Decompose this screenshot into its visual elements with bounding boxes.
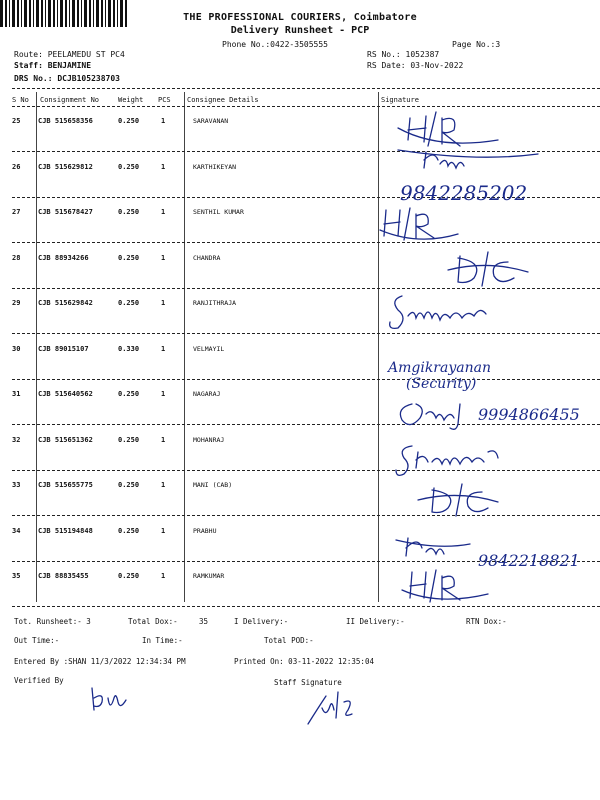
row-sno: 33 — [12, 481, 21, 489]
row-consignment-no: CJB 515629842 — [38, 299, 93, 307]
col-divider — [184, 92, 185, 602]
row-separator — [12, 151, 600, 152]
row-sno: 32 — [12, 435, 21, 444]
footer-rule — [12, 606, 600, 607]
row-consignment-no: CJB 515629812 — [38, 162, 93, 171]
row-weight: 0.250 — [118, 572, 140, 580]
signature-column-handwriting — [378, 0, 600, 700]
signature-phone: 9994866455 — [478, 405, 580, 424]
row-weight: 0.250 — [118, 208, 140, 216]
signature-name: Amgikrayanan — [388, 360, 491, 376]
row-consignee: SARAVANAN — [193, 117, 229, 125]
signature-mark — [390, 296, 486, 328]
row-consignee: RANJITHRAJA — [193, 299, 237, 307]
row-separator — [12, 470, 600, 471]
row-weight: 0.250 — [118, 435, 140, 444]
row-consignee: NAGARAJ — [193, 390, 221, 398]
total-dox-label: Total Dox:- — [128, 617, 178, 626]
rtn-dox-label: RTN Dox:- — [466, 617, 507, 626]
row-consignment-no: CJB 515655775 — [38, 481, 93, 489]
row-separator — [12, 288, 600, 289]
row-consignment-no: CJB 515658356 — [38, 117, 93, 125]
row-separator — [12, 515, 600, 516]
row-consignment-no: CJB 515640562 — [38, 390, 93, 398]
row-sno: 34 — [12, 526, 21, 535]
col-divider — [36, 92, 37, 602]
row-consignee: RAMKUMAR — [193, 572, 225, 580]
row-pcs: 1 — [161, 435, 166, 444]
signature-mark — [448, 252, 528, 286]
col-header-sno: S No — [12, 96, 29, 104]
col-header-consignment: Consignment No — [40, 96, 100, 104]
signature-text: H/R — [414, 138, 416, 139]
drs-number: DRS No.: DCJB105238703 — [14, 74, 120, 83]
row-consignee: SENTHIL KUMAR — [193, 208, 244, 216]
signature-mark — [396, 538, 580, 570]
signature-mark — [396, 446, 498, 475]
signature-mark — [418, 484, 498, 516]
row-consignee: PRABHU — [193, 526, 217, 535]
row-separator — [12, 424, 600, 425]
rs-date: RS Date: 03-Nov-2022 — [367, 61, 464, 70]
col-header-weight: Weight — [118, 96, 144, 104]
staff-label: Staff: BENJAMINE — [14, 61, 92, 70]
row-consignment-no: CJB 515678427 — [38, 208, 93, 216]
row-weight: 0.250 — [118, 526, 140, 535]
route-label: Route: PEELAMEDU ST PC4 — [14, 50, 125, 59]
staff-signature-mark — [304, 688, 364, 728]
verified-by-label: Verified By — [14, 676, 64, 685]
out-time-label: Out Time:- — [14, 636, 60, 645]
row-pcs: 1 — [161, 253, 166, 262]
row-weight: 0.250 — [118, 481, 140, 489]
row-weight: 0.250 — [118, 162, 140, 171]
signature-mark — [402, 570, 488, 602]
row-sno: 30 — [12, 344, 21, 353]
row-separator — [12, 242, 600, 243]
verifier-signature-mark — [86, 684, 136, 718]
col-divider — [378, 92, 379, 602]
col-header-signature: Signature — [381, 96, 419, 104]
ii-delivery-label: II Delivery:- — [346, 617, 405, 626]
row-sno: 31 — [12, 390, 21, 398]
printed-on: Printed On: 03-11-2022 12:35:04 — [234, 657, 374, 666]
row-sno: 27 — [12, 208, 21, 216]
staff-signature-label: Staff Signature — [274, 678, 342, 687]
row-weight: 0.250 — [118, 117, 140, 125]
col-header-pcs: PCS — [158, 96, 171, 104]
row-consignee: CHANDRA — [193, 253, 221, 262]
row-consignment-no: CJB 515651362 — [38, 435, 93, 444]
row-pcs: 1 — [161, 208, 166, 216]
row-consignment-no: CJB 89015107 — [38, 344, 89, 353]
row-consignment-no: CJB 515194848 — [38, 526, 93, 535]
row-pcs: 1 — [161, 299, 166, 307]
phone-number: Phone No.:0422-3505555 — [222, 40, 328, 49]
row-pcs: 1 — [161, 117, 166, 125]
row-pcs: 1 — [161, 390, 166, 398]
signature-mark — [380, 208, 458, 240]
i-delivery-label: I Delivery:- — [234, 617, 289, 626]
total-pod-label: Total POD:- — [264, 636, 314, 645]
row-weight: 0.330 — [118, 344, 140, 353]
in-time-label: In Time:- — [142, 636, 183, 645]
table-top-rule — [12, 88, 600, 89]
row-consignment-no: CJB 88835455 — [38, 572, 89, 580]
page-number: Page No.:3 — [452, 40, 501, 49]
row-separator — [12, 333, 600, 334]
table-header-rule — [12, 106, 600, 107]
row-pcs: 1 — [161, 481, 166, 489]
row-consignee: KARTHIKEYAN — [193, 162, 237, 171]
row-separator — [12, 561, 600, 562]
signature-mark — [386, 360, 491, 392]
row-sno: 26 — [12, 162, 21, 171]
row-consignment-no: CJB 88934266 — [38, 253, 89, 262]
row-separator — [12, 379, 600, 380]
total-runsheet: Tot. Runsheet:- 3 — [14, 617, 91, 626]
signature-phone: 9842285202 — [400, 181, 528, 205]
row-weight: 0.250 — [118, 299, 140, 307]
row-sno: 35 — [12, 572, 21, 580]
sheet-title: Delivery Runsheet - PCP — [230, 25, 370, 36]
row-separator — [12, 197, 600, 198]
total-dox-value: 35 — [199, 617, 209, 626]
signature-note: (Security) — [406, 376, 477, 392]
row-pcs: 1 — [161, 162, 166, 171]
row-sno: 25 — [12, 117, 21, 125]
row-pcs: 1 — [161, 526, 166, 535]
rs-number: RS No.: 1052387 — [367, 50, 440, 59]
row-pcs: 1 — [161, 344, 166, 353]
company-name: THE PROFESSIONAL COURIERS, Coimbatore — [183, 12, 417, 23]
row-sno: 29 — [12, 299, 21, 307]
row-consignee: MOHANRAJ — [193, 435, 225, 444]
col-header-consignee: Consignee Details — [187, 96, 259, 104]
signature-phone: 9842218821 — [478, 551, 580, 570]
signature-mark — [398, 112, 498, 146]
row-consignee: VELMAYIL — [193, 344, 225, 353]
row-consignee: MANI (CAB) — [193, 481, 233, 489]
entered-by: Entered By :SHAN 11/3/2022 12:34:34 PM — [14, 657, 186, 666]
signature-mark — [400, 404, 579, 429]
row-weight: 0.250 — [118, 390, 140, 398]
row-pcs: 1 — [161, 572, 166, 580]
row-sno: 28 — [12, 253, 21, 262]
row-weight: 0.250 — [118, 253, 140, 262]
